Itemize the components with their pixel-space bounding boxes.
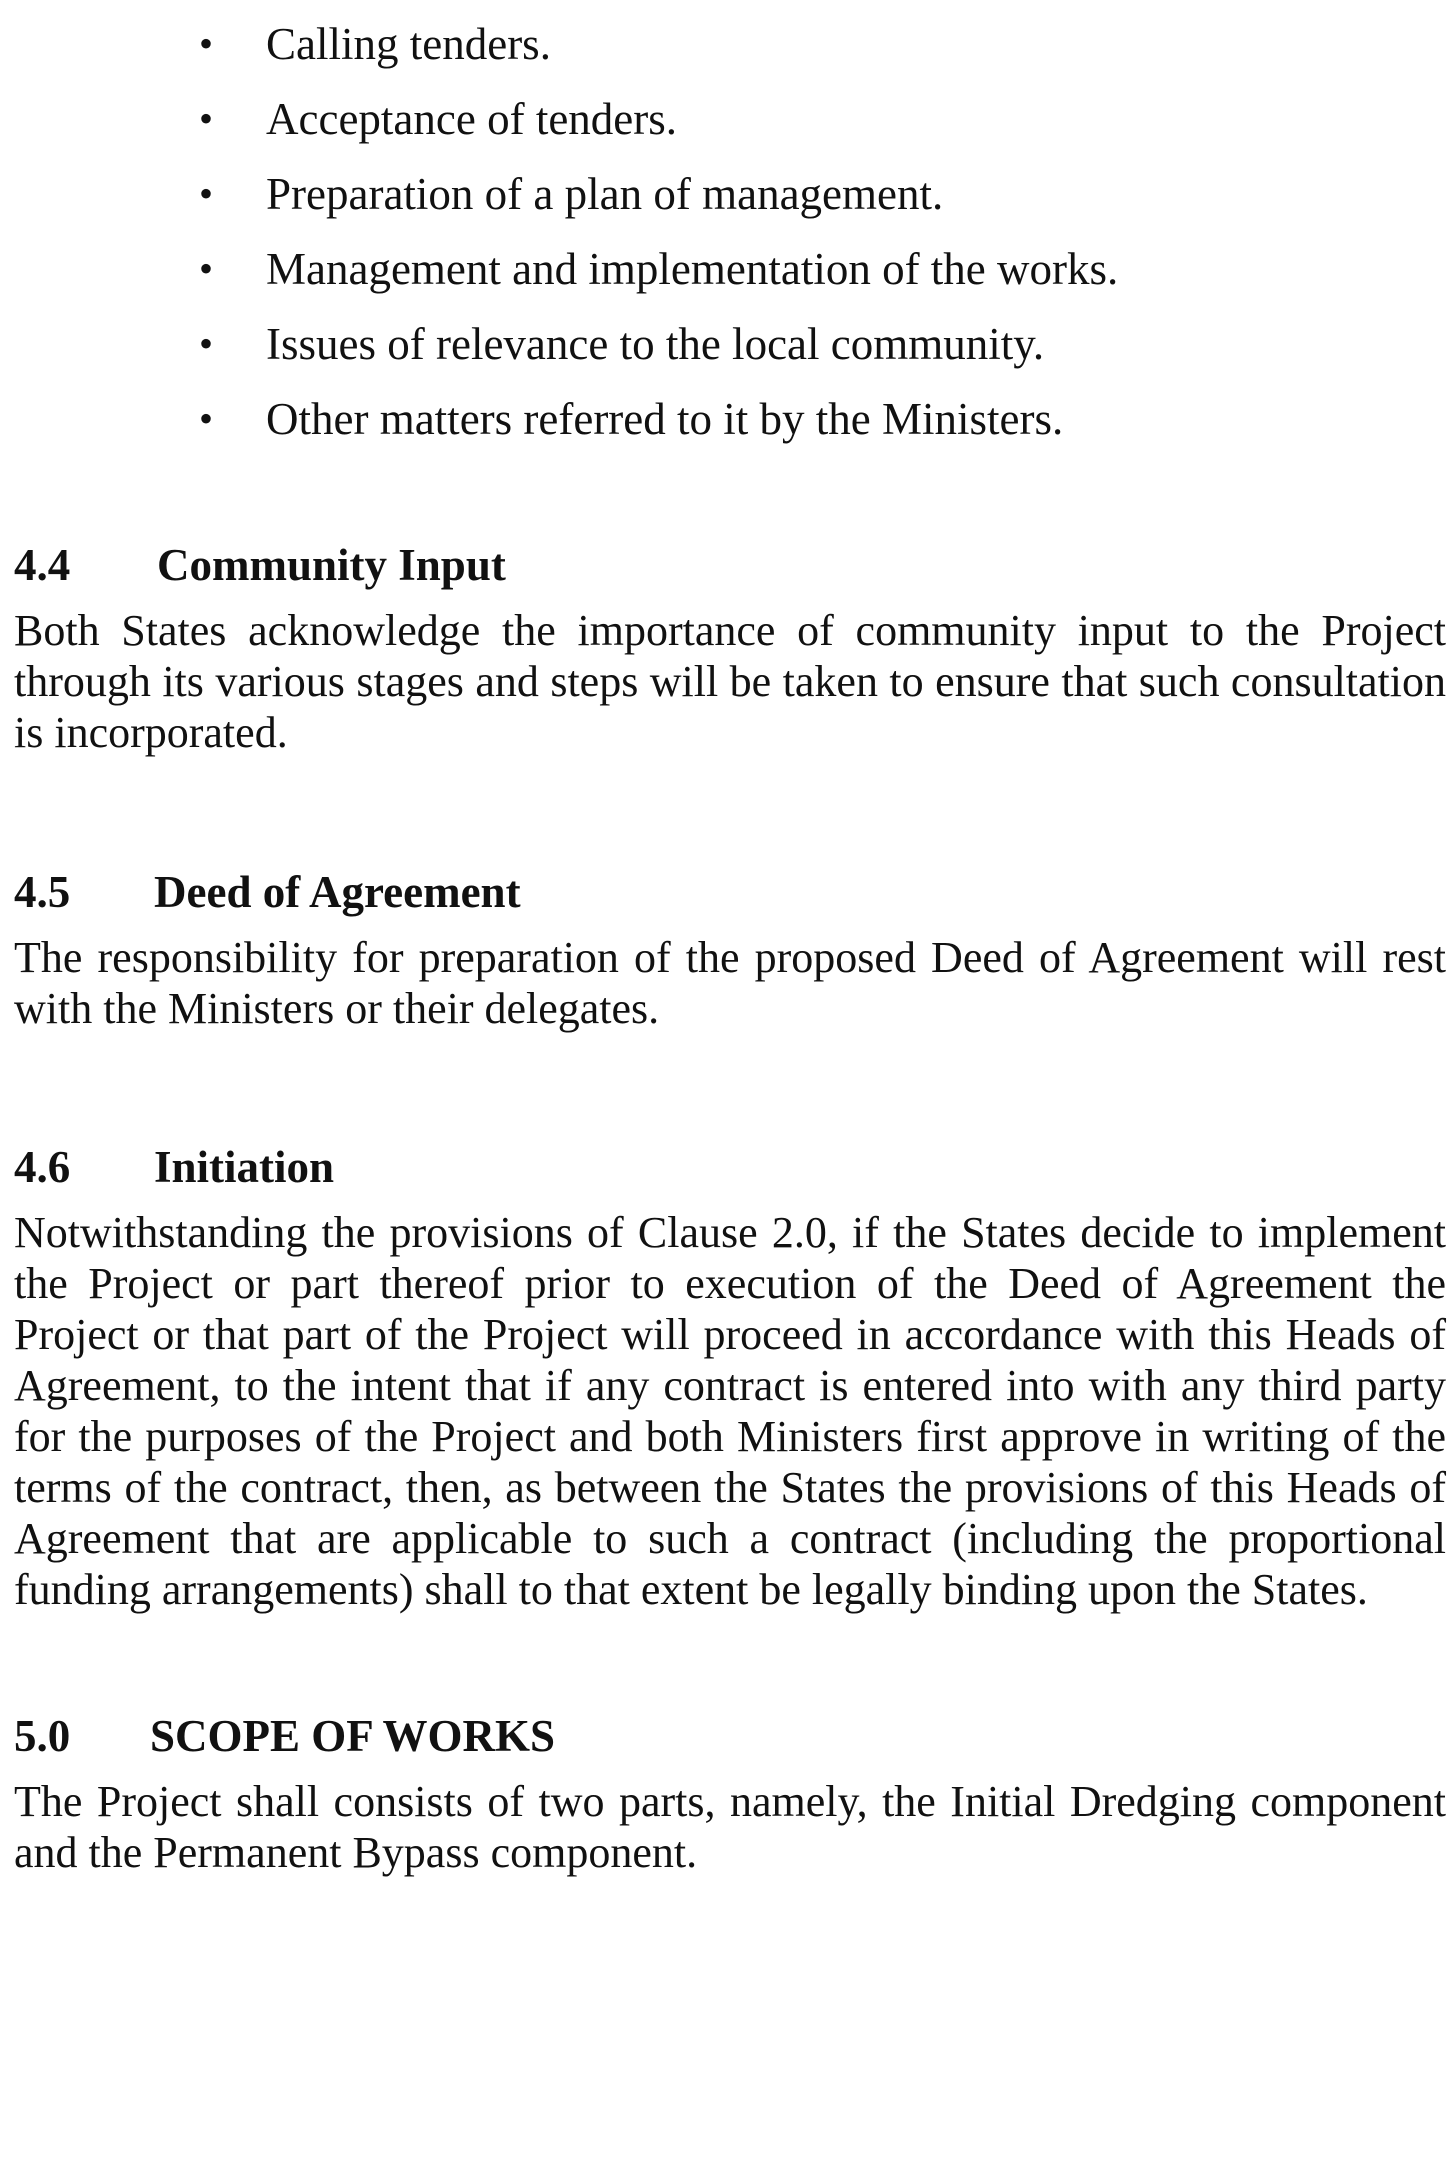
bullet-marker: • bbox=[199, 171, 214, 216]
list-item-text: Other matters referred to it by the Ministers. bbox=[266, 394, 1064, 444]
list-item bbox=[0, 89, 1453, 164]
section-deed-of-agreement bbox=[14, 862, 1446, 1034]
section-title: Community Input bbox=[157, 540, 506, 590]
section-heading bbox=[14, 862, 1446, 932]
bullet-marker: • bbox=[199, 396, 214, 441]
section-number: 4.4 bbox=[14, 540, 71, 590]
section-paragraph: The responsibility for preparation of the proposed Deed of Agreement will rest with the Ministers or their delegates. bbox=[14, 933, 1446, 1033]
list-item-text: Acceptance of tenders. bbox=[266, 94, 678, 144]
list-item bbox=[0, 239, 1453, 314]
section-title: Deed of Agreement bbox=[154, 867, 521, 917]
section-title: SCOPE OF WORKS bbox=[150, 1711, 556, 1761]
section-heading bbox=[14, 1706, 1446, 1776]
bullet-marker: • bbox=[199, 246, 214, 291]
section-number: 4.5 bbox=[14, 867, 71, 917]
bullet-marker: • bbox=[199, 96, 214, 141]
section-number: 4.6 bbox=[14, 1142, 71, 1192]
list-item-text: Calling tenders. bbox=[266, 19, 551, 69]
section-scope-of-works bbox=[14, 1706, 1446, 1878]
section-paragraph: Both States acknowledge the importance of community input to the Project through its various stages and steps will be taken to ensure that such consultation is incorporated. bbox=[14, 606, 1446, 757]
section-paragraph: The Project shall consists of two parts, namely, the Initial Dredging component and the Permanent Bypass component. bbox=[14, 1777, 1446, 1877]
section-number: 5.0 bbox=[14, 1711, 71, 1761]
list-item bbox=[0, 164, 1453, 239]
section-paragraph: Notwithstanding the provisions of Clause 2.0, if the States decide to implement the Project or part thereof prior to execution of the Deed of Agreement the Project or that part of the Project will proceed in accordance with this Heads of Agreement, to the intent that if any contract is entered into with any third party for the purposes of the Project and both Ministers first approve in writing of the terms of the contract, then, as between the States the provisions of this Heads of Agreement that are applicable to such a contract (including the proportional funding arrangements) shall to that extent be legally binding upon the States. bbox=[14, 1208, 1446, 1614]
bullet-marker: • bbox=[199, 21, 214, 66]
list-item-text: Management and implementation of the works. bbox=[266, 244, 1119, 294]
list-item bbox=[0, 14, 1453, 89]
list-item-text: Preparation of a plan of management. bbox=[266, 169, 944, 219]
list-item bbox=[0, 314, 1453, 389]
list-item bbox=[0, 389, 1453, 464]
section-community-input bbox=[14, 535, 1446, 758]
section-initiation bbox=[14, 1137, 1446, 1615]
section-heading bbox=[14, 1137, 1446, 1207]
section-title: Initiation bbox=[154, 1142, 335, 1192]
bullet-marker: • bbox=[199, 321, 214, 366]
list-item-text: Issues of relevance to the local community. bbox=[266, 319, 1045, 369]
section-heading bbox=[14, 535, 1446, 605]
bullet-list bbox=[0, 14, 1453, 464]
